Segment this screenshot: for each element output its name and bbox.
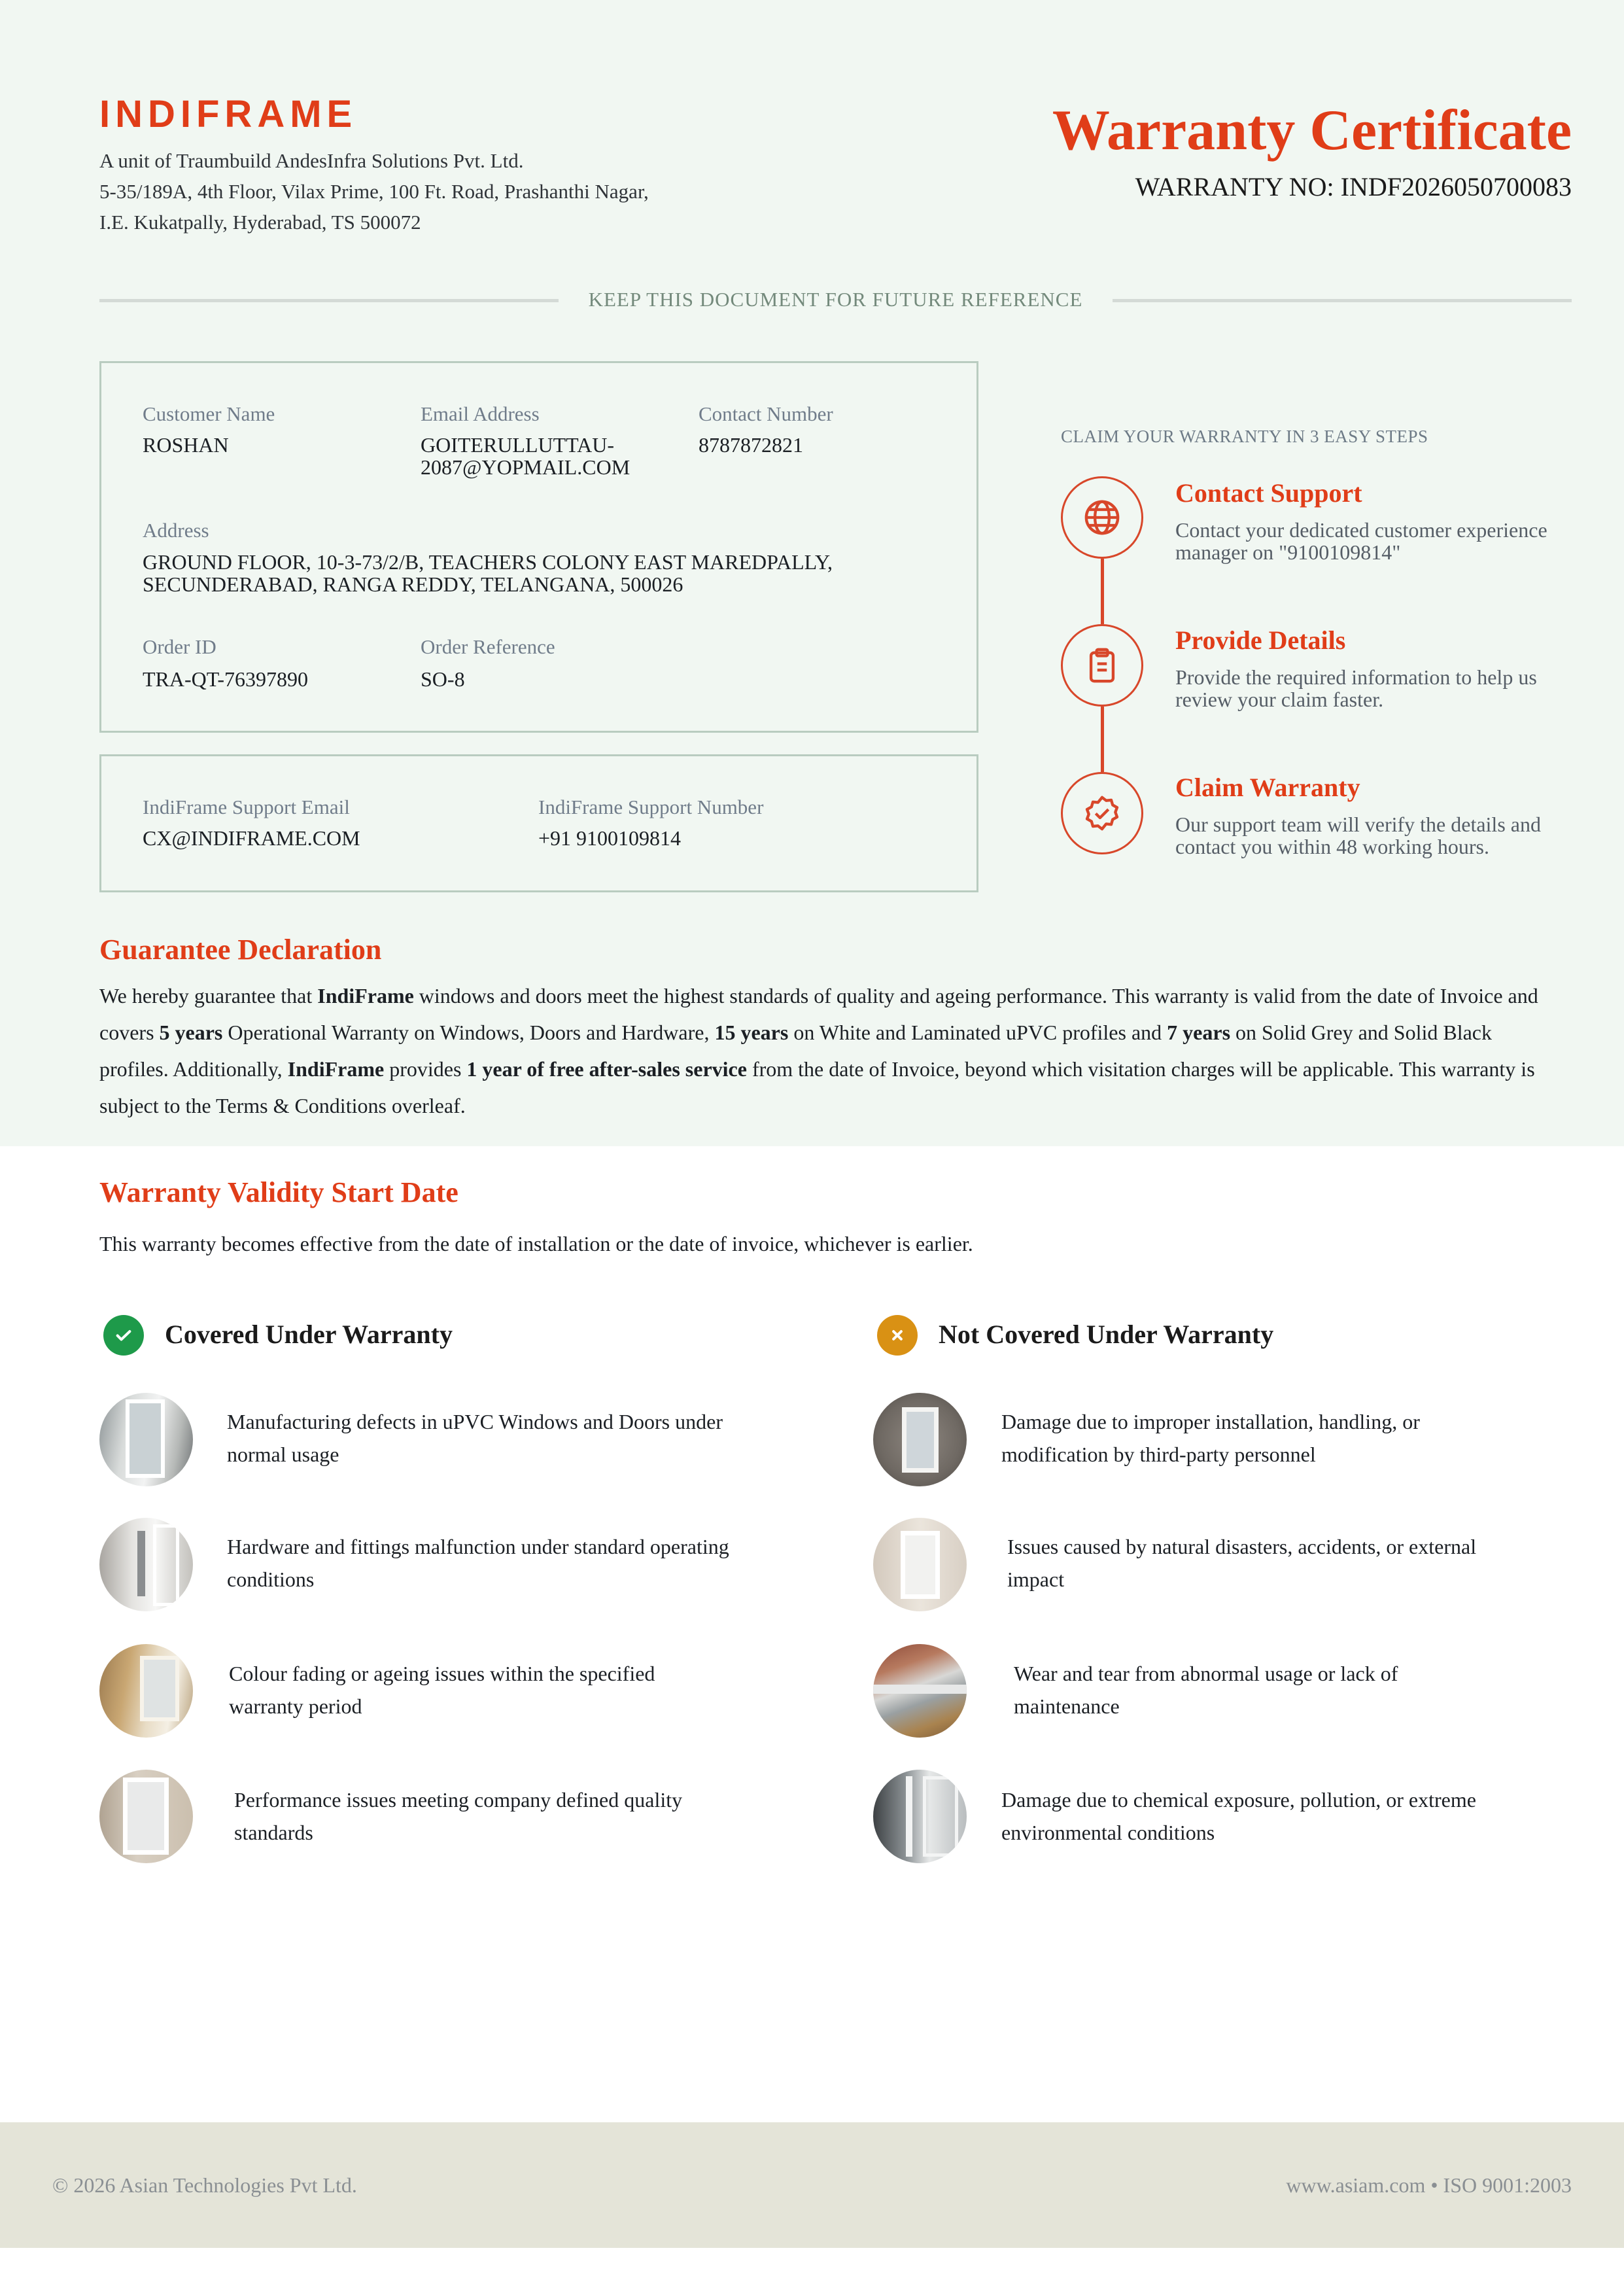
covered-heading: Covered Under Warranty — [165, 1320, 453, 1349]
not-covered-badge — [877, 1315, 918, 1356]
support-email-label: IndiFrame Support Email — [143, 796, 350, 818]
email-value-line2: 2087@YOPMAIL.COM — [421, 455, 631, 479]
order-reference-value: SO-8 — [421, 667, 465, 691]
footer-website-iso[interactable]: www.asiam.com • ISO 9001:2003 — [1286, 2173, 1572, 2197]
not-covered-item: Issues caused by natural disasters, accidents, or external impact — [1007, 1535, 1477, 1591]
window-photo-thumbnail — [99, 1393, 193, 1486]
company-line: I.E. Kukatpally, Hyderabad, TS 500072 — [99, 211, 421, 234]
improper-installation-photo-thumbnail — [873, 1393, 967, 1486]
guarantee-declaration-heading: Guarantee Declaration — [99, 934, 382, 966]
chemical-exposure-photo-thumbnail — [873, 1770, 967, 1863]
wear-and-tear-photo-thumbnail — [873, 1644, 967, 1738]
cross-icon — [888, 1326, 907, 1344]
not-covered-item: Wear and tear from abnormal usage or lack of maintenance — [1014, 1662, 1398, 1718]
keep-notice-text: KEEP THIS DOCUMENT FOR FUTURE REFERENCE — [588, 288, 1083, 311]
step-3-circle — [1061, 772, 1143, 854]
covered-item: Performance issues meeting company defined quality standards — [234, 1788, 683, 1844]
company-line: A unit of Traumbuild AndesInfra Solutions Pvt. Ltd. — [99, 149, 524, 172]
covered-badge — [103, 1315, 144, 1356]
support-details-box — [99, 754, 978, 892]
natural-disaster-photo-thumbnail — [873, 1518, 967, 1611]
company-line: 5-35/189A, 4th Floor, Vilax Prime, 100 Ft. Road, Prashanthi Nagar, — [99, 180, 649, 203]
not-covered-item: Damage due to chemical exposure, pollution, or extreme environmental conditions — [1001, 1788, 1476, 1844]
customer-name-value: ROSHAN — [143, 433, 229, 457]
company-address — [99, 145, 649, 237]
step-1-circle — [1061, 476, 1143, 559]
verified-badge-icon — [1083, 794, 1121, 832]
validity-heading: Warranty Validity Start Date — [99, 1176, 458, 1208]
step-connector — [1101, 707, 1104, 772]
email-label: Email Address — [421, 402, 540, 425]
footer — [0, 2122, 1624, 2248]
steps-heading: CLAIM YOUR WARRANTY IN 3 EASY STEPS — [1061, 427, 1428, 446]
order-id-value: TRA-QT-76397890 — [143, 667, 309, 691]
order-reference-label: Order Reference — [421, 635, 555, 658]
step-3-description: Our support team will verify the details and contact you within 48 working hours. — [1175, 813, 1541, 858]
indiframe-logo: INDIFRAME — [99, 93, 358, 135]
not-covered-item: Damage due to improper installation, handling, or modification by third-party personnel — [1001, 1410, 1420, 1466]
hardware-photo-thumbnail — [99, 1518, 193, 1611]
step-connector — [1101, 559, 1104, 624]
covered-item: Manufacturing defects in uPVC Windows and Doors under normal usage — [227, 1410, 723, 1466]
order-id-label: Order ID — [143, 635, 216, 658]
covered-item: Hardware and fittings malfunction under standard operating conditions — [227, 1535, 729, 1591]
support-email-value[interactable]: CX@INDIFRAME.COM — [143, 826, 360, 850]
email-value-line1: GOITERULLUTTAU- — [421, 433, 615, 457]
guarantee-declaration-text: We hereby guarantee that IndiFrame windows and doors meet the highest standards of quality and ageing performance. This warranty is valid from the date of Invoice and covers 5 years Operational Warranty on Windows, Doors and Hardware, 15 years on White and Laminated uPVC profiles and 7 years on Solid Grey and Solid Black profiles. Additionally, IndiFrame provides 1 year of free after-sales service from the date of Invoice, beyond which visitation charges will be applicable. This warranty is subject to the Terms & Conditions overleaf. — [99, 984, 1538, 1117]
customer-name-label: Customer Name — [143, 402, 275, 425]
customer-details-box — [99, 361, 978, 733]
support-number-value[interactable]: +91 9100109814 — [538, 826, 682, 850]
keep-notice-divider — [99, 288, 1572, 314]
warranty-number: WARRANTY NO: INDF2026050700083 — [1135, 172, 1572, 201]
colour-fading-photo-thumbnail — [99, 1644, 193, 1738]
certificate-title: Warranty Certificate — [1052, 99, 1572, 162]
not-covered-heading: Not Covered Under Warranty — [939, 1320, 1274, 1349]
step-2-title: Provide Details — [1175, 625, 1346, 655]
step-3-title: Claim Warranty — [1175, 773, 1360, 802]
validity-text: This warranty becomes effective from the date of installation or the date of invoice, whichever is earlier. — [99, 1232, 973, 1255]
step-1-description: Contact your dedicated customer experience manager on "9100109814" — [1175, 518, 1547, 564]
contact-number-label: Contact Number — [699, 402, 833, 425]
step-2-circle — [1061, 624, 1143, 707]
footer-copyright: © 2026 Asian Technologies Pvt Ltd. — [52, 2173, 357, 2197]
globe-icon — [1083, 499, 1121, 536]
support-number-label: IndiFrame Support Number — [538, 796, 764, 818]
covered-item: Colour fading or ageing issues within the specified warranty period — [229, 1662, 655, 1718]
step-1-title: Contact Support — [1175, 478, 1362, 508]
checkmark-icon — [114, 1326, 133, 1344]
clipboard-icon — [1083, 646, 1121, 684]
address-label: Address — [143, 519, 209, 542]
divider-rule-right — [1113, 299, 1572, 302]
performance-photo-thumbnail — [99, 1770, 193, 1863]
step-2-description: Provide the required information to help us review your claim faster. — [1175, 665, 1537, 711]
contact-number-value: 8787872821 — [699, 433, 803, 457]
address-value-line1: GROUND FLOOR, 10-3-73/2/B, TEACHERS COLONY EAST MAREDPALLY, — [143, 550, 833, 574]
address-value-line2: SECUNDERABAD, RANGA REDDY, TELANGANA, 500026 — [143, 572, 683, 596]
